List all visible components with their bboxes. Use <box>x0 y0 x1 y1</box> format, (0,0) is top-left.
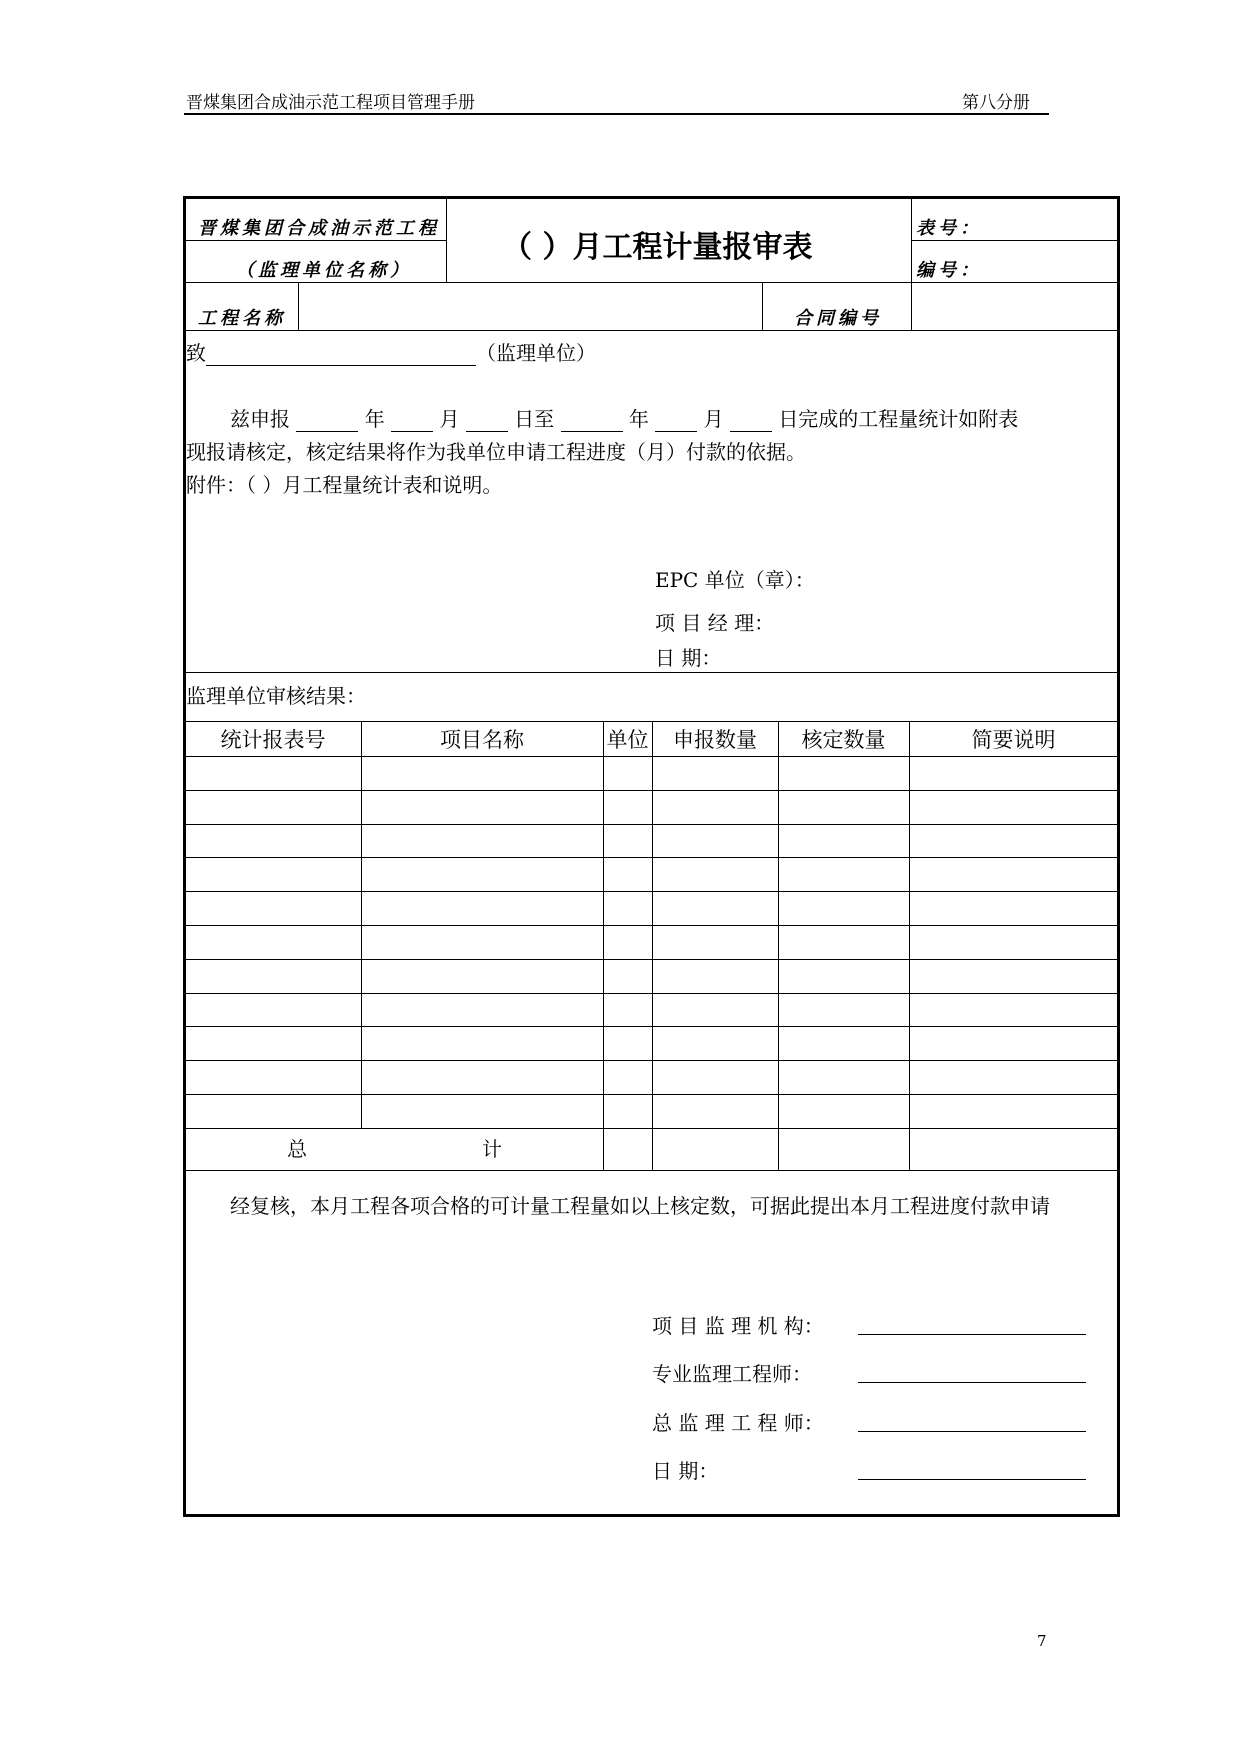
sign-org-line <box>858 1334 1086 1335</box>
sign-chief-line <box>858 1431 1086 1432</box>
rule-header-bottom <box>185 282 1118 283</box>
day-to-word: 日至 <box>514 407 555 431</box>
sign-specialist-label: 专业监理工程师： <box>652 1362 812 1386</box>
col-approved-qty: 核定数量 <box>801 728 886 752</box>
to-prefix: 致 <box>186 341 206 365</box>
month-word-2: 月 <box>703 407 724 431</box>
rule-v-col3 <box>652 721 653 1170</box>
contract-no-label: 合同编号 <box>794 308 882 329</box>
header-rule <box>184 113 1049 115</box>
year-word-2: 年 <box>628 407 649 431</box>
rule-total-bottom <box>185 1170 1118 1171</box>
addressee-line <box>186 337 596 366</box>
end-day-blank <box>730 409 772 432</box>
rule-v-org <box>446 198 447 282</box>
sign-chief-label: 总 监 理 工 程 师： <box>652 1411 824 1435</box>
epc-date-label: 日 期： <box>655 646 722 670</box>
start-day-blank <box>466 409 508 432</box>
to-suffix: （监理单位） <box>476 341 596 365</box>
month-word: 月 <box>439 407 460 431</box>
serial-no-label: 编号： <box>916 260 982 281</box>
year-word: 年 <box>364 407 385 431</box>
form-title: （ ）月工程计量报审表 <box>502 230 813 265</box>
attachment-line: 附件：（ ）月工程量统计表和说明。 <box>186 473 503 497</box>
org-line1: 晋煤集团合成油示范工程 <box>198 218 440 239</box>
review-result-label: 监理单位审核结果： <box>186 684 366 708</box>
rule-v-col5 <box>909 721 910 1170</box>
epc-unit-label: EPC 单位（章）： <box>655 568 815 592</box>
table-no-label: 表号： <box>916 218 982 239</box>
sign-date-label: 日 期： <box>652 1459 719 1483</box>
rule-v-col4 <box>778 721 779 1170</box>
rule-project-bottom <box>185 330 1118 331</box>
manual-title: 晋煤集团合成油示范工程项目管理手册 <box>186 93 475 113</box>
rule-v-contract-b <box>911 282 912 330</box>
conclusion-text: 经复核，本月工程各项合格的可计量工程量如以上核定数，可据此提出本月工程进度付款申请 <box>230 1194 1050 1218</box>
end-year-blank <box>561 409 623 432</box>
col-item-name: 项目名称 <box>440 728 524 752</box>
rule-v-projname <box>298 282 299 330</box>
rule-v-col2 <box>603 721 604 1170</box>
end-month-blank <box>655 409 697 432</box>
report-line1 <box>230 403 1018 432</box>
sign-org-label: 项 目 监 理 机 构： <box>652 1314 824 1338</box>
report-intro: 兹申报 <box>230 407 290 431</box>
total-left: 总 <box>287 1137 307 1161</box>
col-report-no: 统计报表号 <box>220 728 326 752</box>
org-line2: （监理单位名称） <box>236 260 412 281</box>
sign-date-line <box>858 1479 1086 1480</box>
supervisor-blank <box>206 343 476 366</box>
rule-top-header <box>185 240 446 241</box>
start-year-blank <box>296 409 358 432</box>
rule-epc-bottom <box>185 672 1118 673</box>
report-line2: 现报请核定，核定结果将作为我单位申请工程进度（月）付款的依据。 <box>186 440 806 464</box>
rule-v-col1 <box>361 721 362 1128</box>
volume-label: 第八分册 <box>962 93 1030 113</box>
project-manager-label: 项 目 经 理： <box>655 611 775 635</box>
start-month-blank <box>391 409 433 432</box>
project-name-label: 工程名称 <box>198 308 286 329</box>
rule-v-title <box>911 198 912 282</box>
rule-v-contract-a <box>762 282 763 330</box>
sign-specialist-line <box>858 1382 1086 1383</box>
col-remarks: 简要说明 <box>971 728 1056 752</box>
page-number: 7 <box>1037 1632 1047 1650</box>
rule-top-right <box>911 240 1118 241</box>
report-tail: 日完成的工程量统计如附表 <box>778 407 1019 431</box>
total-right: 计 <box>482 1137 502 1161</box>
col-declared-qty: 申报数量 <box>673 728 757 752</box>
col-unit: 单位 <box>606 728 649 752</box>
